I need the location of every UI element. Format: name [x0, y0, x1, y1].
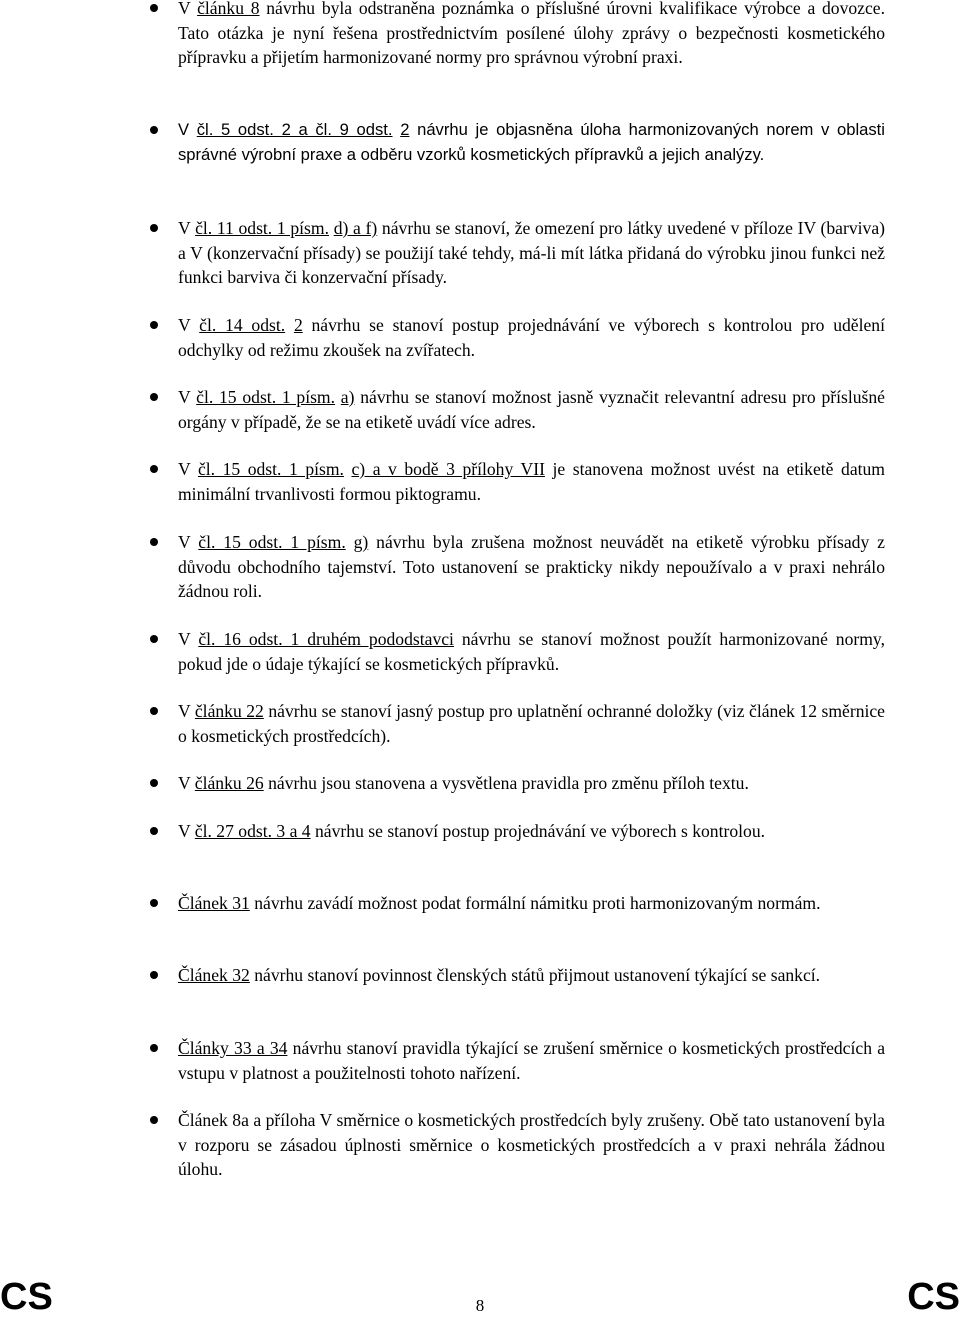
- paragraph-text: V: [178, 0, 198, 18]
- footer-language-left: CS: [0, 1276, 53, 1318]
- paragraph: [178, 313, 885, 362]
- paragraph-text: návrhu se stanoví, že omezení pro látky uvedené v příloze IV (barviva) a V (konzervační přísady) se použijí také tehdy, má-li mít látka přidaná do výrobku jinou funkci než funkci barviva či konzervační přísady.: [178, 218, 885, 287]
- bullet-icon: [150, 635, 158, 643]
- paragraph-text: návrhu byla zrušena možnost neuvádět na etiketě výrobku přísady z důvodu obchodního tajemství. Toto ustanovení se prakticky nikdy nepoužívalo a v praxi nehrálo žádnou roli.: [178, 532, 885, 601]
- paragraph-text: V: [178, 120, 197, 139]
- paragraph-text: návrhu je objasněna úloha harmonizovaných norem v oblasti správné výrobní praxe a odběru vzorků kosmetických přípravků a jejich analýzy.: [178, 120, 885, 164]
- bullet-icon: [150, 1044, 158, 1052]
- bullet-icon: [150, 4, 158, 12]
- paragraph: [178, 0, 885, 70]
- bullet-icon: [150, 538, 158, 546]
- bullet-icon: [150, 971, 158, 979]
- paragraph: [178, 771, 885, 796]
- paragraph-text: V: [178, 218, 196, 238]
- paragraph-text: [285, 315, 294, 335]
- paragraph: [178, 891, 885, 916]
- paragraph-text: V: [178, 701, 195, 721]
- paragraph: [178, 627, 885, 676]
- bullet-icon: [150, 126, 158, 134]
- article-reference: čl. 15 odst. 1 písm.: [196, 387, 336, 407]
- article-reference: čl. 16 odst. 1 druhém pododstavci: [198, 629, 454, 649]
- paragraph-text: návrhu stanoví pravidla týkající se zrušení směrnice o kosmetických prostředcích a vstupu v platnost a použitelnosti tohoto nařízení.: [178, 1038, 886, 1083]
- paragraph-text: je stanovena možnost uvést na etiketě datum minimální trvanlivosti formou piktogramu.: [178, 459, 885, 504]
- paragraph-text: V: [178, 773, 195, 793]
- paragraph: [178, 963, 885, 988]
- bullet-icon: [150, 899, 158, 907]
- paragraph: [178, 1108, 885, 1182]
- article-reference: Článek 31: [178, 893, 250, 913]
- article-reference: Články 33 a 34: [178, 1038, 288, 1058]
- paragraph-text: návrhu zavádí možnost podat formální námitku proti harmonizovaným normám.: [249, 893, 821, 913]
- paragraph: [178, 1036, 885, 1085]
- article-reference: g): [353, 532, 369, 552]
- paragraph-text: V: [178, 821, 195, 841]
- paragraph-text: návrhu se stanoví možnost použít harmonizované normy, pokud jde o údaje týkající se kosmetických přípravků.: [178, 629, 885, 674]
- paragraph-text: V: [178, 387, 197, 407]
- footer-language-right: CS: [907, 1276, 960, 1318]
- paragraph-text: návrhu jsou stanovena a vysvětlena pravidla pro změnu příloh textu.: [263, 773, 749, 793]
- article-reference: čl. 27 odst. 3 a 4: [194, 821, 311, 841]
- paragraph-text: V: [178, 459, 198, 479]
- paragraph: [178, 385, 885, 434]
- paragraph-text: V: [178, 629, 199, 649]
- paragraph-text: V: [178, 532, 199, 552]
- paragraph: [178, 530, 885, 604]
- article-reference: Článek 32: [178, 965, 250, 985]
- paragraph-text: návrhu byla odstraněna poznámka o příslušné úrovni kvalifikace výrobce a dovozce. Tato otázka je nyní řešena prostřednictvím posílené úlohy zprávy o bezpečnosti kosmetického přípravku a přijetím harmonizované normy pro správnou výrobní praxi.: [178, 0, 885, 67]
- bullet-icon: [150, 1116, 158, 1124]
- bullet-icon: [150, 779, 158, 787]
- article-reference: čl. 11 odst. 1 písm.: [195, 218, 329, 238]
- page-number: 8: [475, 1296, 485, 1315]
- paragraph: [178, 216, 885, 290]
- article-reference: článku 22: [194, 701, 264, 721]
- article-reference: a): [340, 387, 355, 407]
- article-reference: čl. 5 odst. 2 a čl. 9 odst.: [196, 120, 393, 139]
- paragraph-text: návrhu se stanoví jasný postup pro uplatnění ochranné doložky (viz článek 12 směrnice o kosmetických prostředcích).: [178, 701, 885, 746]
- paragraph: [178, 699, 885, 748]
- paragraph-text: návrhu se stanoví postup projednávání ve výborech s kontrolou pro udělení odchylky od režimu zkoušek na zvířatech.: [178, 315, 885, 360]
- paragraph-text: [346, 532, 354, 552]
- article-reference: d) a f): [333, 218, 378, 238]
- article-reference: 2: [400, 120, 410, 139]
- bullet-icon: [150, 393, 158, 401]
- paragraph-text: návrhu se stanoví postup projednávání ve výborech s kontrolou.: [310, 821, 766, 841]
- paragraph-text: návrhu stanoví povinnost členských států přijmout ustanovení týkající se sankcí.: [249, 965, 821, 985]
- paragraph-text: V: [178, 315, 200, 335]
- paragraph: [178, 819, 885, 844]
- article-reference: 2: [293, 315, 303, 335]
- paragraph: [178, 118, 885, 167]
- bullet-icon: [150, 321, 158, 329]
- paragraph-text: návrhu se stanoví možnost jasně vyznačit relevantní adresu pro příslušné orgány v případě, že se na etiketě uvádí více adres.: [178, 387, 885, 432]
- article-reference: čl. 14 odst.: [199, 315, 286, 335]
- paragraph: [178, 457, 885, 506]
- bullet-icon: [150, 707, 158, 715]
- article-reference: článku 26: [194, 773, 264, 793]
- article-reference: článku 8: [197, 0, 260, 18]
- article-reference: čl. 15 odst. 1 písm.: [197, 459, 344, 479]
- paragraph-text: Článek 8a a příloha V směrnice o kosmetických prostředcích byly zrušeny. Obě tato ustanovení byla v rozporu se zásadou úplnosti směrnice o kosmetických prostředcích a v praxi nehrála žádnou úlohu.: [178, 1110, 885, 1179]
- article-reference: čl. 15 odst. 1 písm.: [198, 532, 346, 552]
- bullet-icon: [150, 465, 158, 473]
- bullet-icon: [150, 224, 158, 232]
- article-reference: c) a v bodě 3 přílohy VII: [351, 459, 545, 479]
- bullet-icon: [150, 827, 158, 835]
